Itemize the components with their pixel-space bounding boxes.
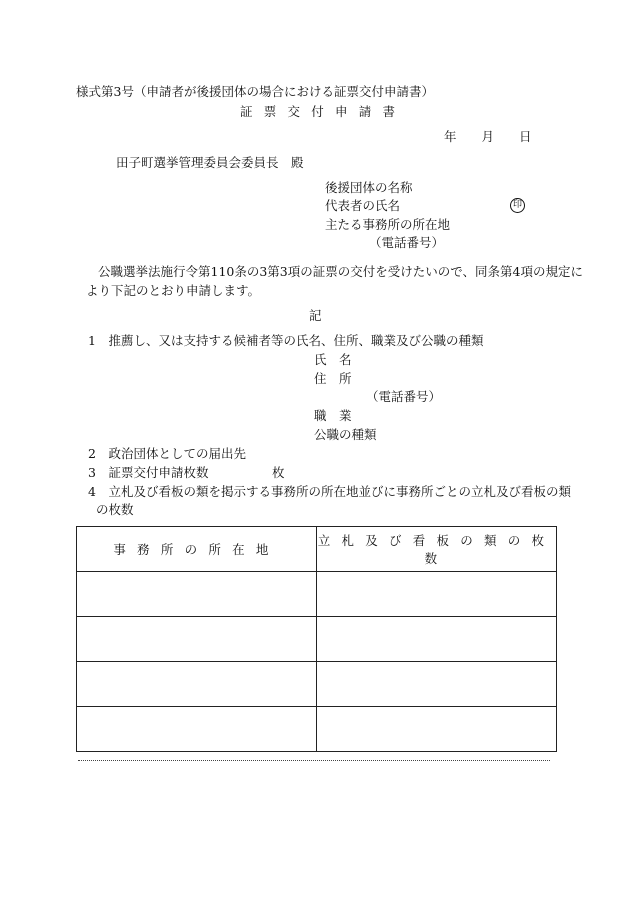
table-header-row xyxy=(77,527,557,572)
form-number: 様式第3号（申請者が後援団体の場合における証票交付申請書） xyxy=(76,84,434,99)
candidate-name-label: 氏 名 xyxy=(314,352,352,367)
body-text-line2: より下記のとおり申請します。 xyxy=(86,283,261,298)
org-name-label: 後援団体の名称 xyxy=(325,180,413,195)
office-address-cell[interactable] xyxy=(77,572,317,617)
item-4-line2: の枚数 xyxy=(96,502,134,517)
date-line: 年 月 日 xyxy=(444,129,532,144)
candidate-occupation-label: 職 業 xyxy=(314,408,352,423)
sign-count-cell[interactable] xyxy=(317,617,557,662)
candidate-office-type-label: 公職の種類 xyxy=(314,427,377,442)
table-row xyxy=(77,662,557,707)
addressee: 田子町選挙管理委員会委員長 殿 xyxy=(116,155,304,170)
candidate-address-label: 住 所 xyxy=(314,371,352,386)
header-sign-count: 立札及び看板の類の枚数 xyxy=(317,527,557,572)
item-4-line1: 4 立札及び看板の類を掲示する事務所の所在地並びに事務所ごとの立札及び看板の類 xyxy=(88,484,571,499)
representative-label: 代表者の氏名 xyxy=(325,198,401,213)
candidate-phone-label: （電話番号） xyxy=(366,389,442,404)
sign-count-cell[interactable] xyxy=(317,572,557,617)
office-address-label: 主たる事務所の所在地 xyxy=(325,217,451,232)
item-3: 3 証票交付申請枚数 xyxy=(88,465,209,480)
sign-count-cell[interactable] xyxy=(317,707,557,752)
ki-mark: 記 xyxy=(309,308,322,323)
item-1: 1 推薦し、又は支持する候補者等の氏名、住所、職業及び公職の種類 xyxy=(88,333,484,348)
table-row xyxy=(77,572,557,617)
office-sign-table xyxy=(76,526,557,752)
form-title: 証票交付申請書 xyxy=(240,104,407,119)
table-row xyxy=(77,617,557,662)
item-2: 2 政治団体としての届出先 xyxy=(88,446,246,461)
header-office-address: 事務所の所在地 xyxy=(77,527,317,572)
applicant-phone-label: （電話番号） xyxy=(369,235,445,250)
office-address-cell[interactable] xyxy=(77,617,317,662)
table-row xyxy=(77,707,557,752)
seal-mark: 印 xyxy=(510,198,525,213)
dotted-separator xyxy=(78,760,550,761)
office-address-cell[interactable] xyxy=(77,707,317,752)
body-text-line1: 公職選挙法施行令第110条の3第3項の証票の交付を受けたいので、同条第4項の規定に xyxy=(98,264,583,279)
sign-count-cell[interactable] xyxy=(317,662,557,707)
office-address-cell[interactable] xyxy=(77,662,317,707)
item-3-unit: 枚 xyxy=(272,465,285,480)
